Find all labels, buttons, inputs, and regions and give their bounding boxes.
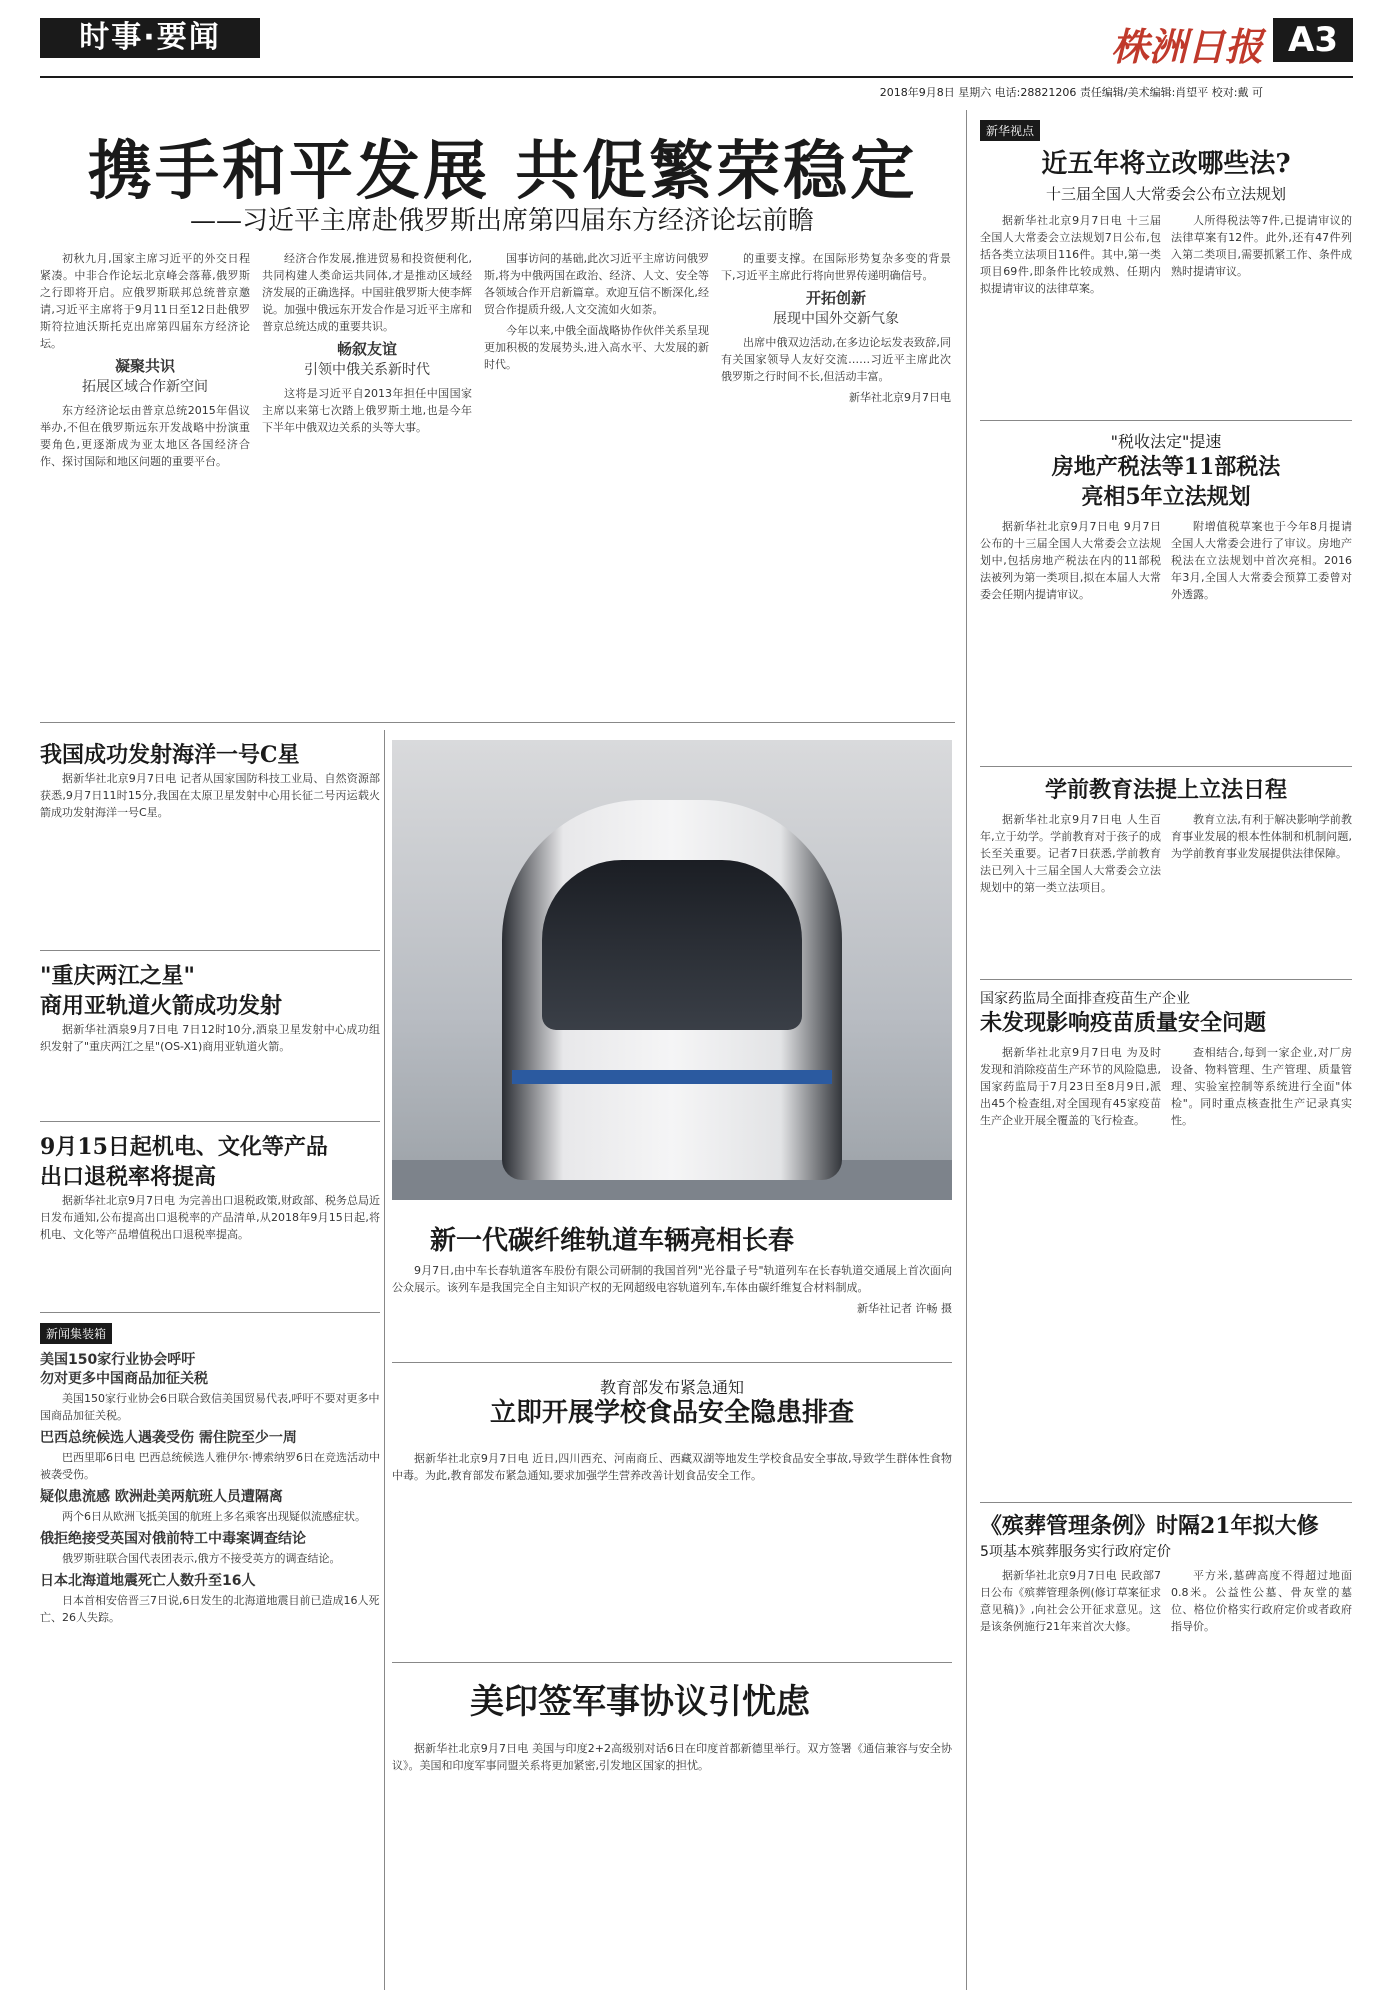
story-title: 立即开展学校食品安全隐患排查 (489, 1398, 854, 1428)
horizontal-divider (40, 722, 955, 723)
story-title: "重庆两江之星" (40, 963, 195, 989)
lead-paragraph: 今年以来,中俄全面战略协作伙伴关系呈现更加积极的发展势头,进入高水平、大发展的新时代。 (484, 324, 709, 371)
story-title: 出口退税率将提高 (40, 1164, 217, 1190)
section-subheading: 展现中国外交新气象 (773, 311, 899, 327)
lead-column-3 (484, 250, 709, 710)
story-body (40, 1192, 380, 1302)
story-body (980, 1567, 1352, 1767)
section-heading: 畅叙友谊 (336, 340, 397, 358)
issue-info: 2018年9月8日 星期六 电话:28821206 责任编辑/美术编辑:肖望平 校对:戴 可 (879, 86, 1263, 99)
story-kicker: "税收法定"提速 (1110, 432, 1222, 451)
brief-body: 日本首相安倍晋三7日说,6日发生的北海道地震目前已造成16人死亡、26人失踪。 (40, 1594, 380, 1624)
brief-title: 勿对更多中国商品加征关税 (40, 1371, 208, 1387)
story-paragraph: 人所得税法等7件,已提请审议的法律草案有12件。此外,还有47件列入第二类项目,需要抓紧工作、条件成熟时提请审议。 (1171, 214, 1352, 278)
story-body (980, 811, 1352, 971)
horizontal-divider (40, 1312, 380, 1313)
story-subtitle: 5项基本殡葬服务实行政府定价 (980, 1544, 1171, 1560)
news-digest (40, 1352, 380, 1626)
caption-text: 9月7日,由中车长春轨道客车股份有限公司研制的我国首列"光谷量子号"轨道列车在长春轨道交通展上首次面向公众展示。该列车是我国完全自主知识产权的无网超级电容轨道列车,车体由碳纤维复合材料制成。 (392, 1264, 952, 1294)
story-paragraph: 查相结合,每到一家企业,对厂房设备、物料管理、生产管理、质量管理、实验室控制等系统进行全面"体检"。同时重点核查批生产记录真实性。 (1171, 1046, 1352, 1127)
education-body (392, 1450, 952, 1650)
brief-title: 疑似患流感 欧洲赴美两航班人员遭隔离 (40, 1489, 283, 1505)
us-india-body (392, 1740, 952, 1990)
brief-title: 美国150家行业协会呼吁 (40, 1352, 196, 1368)
brief-body: 俄罗斯驻联合国代表团表示,俄方不接受英方的调查结论。 (62, 1552, 341, 1565)
photo-credit: 新华社记者 许畅 摄 (857, 1302, 952, 1315)
story-paragraph: 平方米,墓碑高度不得超过地面0.8米。公益性公墓、骨灰堂的墓位、格位价格实行政府定价或者政府指导价。 (1171, 1569, 1352, 1633)
story-subtitle: 十三届全国人大常委会公布立法规划 (1045, 185, 1286, 203)
newspaper-logo: 株洲日报 (1110, 24, 1263, 69)
story-paragraph: 据新华社北京9月7日电 美国与印度2+2高级别对话6日在印度首都新德里举行。双方签署《通信兼容与安全协议》。美国和印度军事同盟关系将更加紧密,引发地区国家的担忧。 (392, 1742, 952, 1772)
story-title: 《殡葬管理条例》时隔21年拟大修 (980, 1513, 1319, 1539)
horizontal-divider (392, 1662, 952, 1663)
lead-paragraph: 出席中俄双边活动,在多边论坛发表致辞,同有关国家领导人友好交流……习近平主席此次俄罗斯之行时间不长,但活动丰富。 (721, 336, 951, 383)
story-paragraph: 据新华社北京9月7日电 为及时发现和消除疫苗生产环节的风险隐患,国家药监局于7月23日至8月9日,派出45个检查组,对全国现有45家疫苗生产企业开展全覆盖的飞行检查。 (980, 1046, 1161, 1127)
story-title: 未发现影响疫苗质量安全问题 (980, 1010, 1267, 1036)
lead-paragraph: 国事访问的基础,此次习近平主席访问俄罗斯,将为中俄两国在政治、经济、人文、安全等各领域合作开启新篇章。欢迎互信不断深化,经贸合作提质升级,人文交流如火如荼。 (484, 252, 709, 316)
horizontal-divider (392, 1362, 952, 1363)
story-paragraph: 据新华社北京9月7日电 为完善出口退税政策,财政部、税务总局近日发布通知,公布提高出口退税率的产品清单,从2018年9月15日起,将机电、文化等产品增值税出口退税率提高。 (40, 1194, 380, 1241)
lead-paragraph: 的重要支撑。在国际形势复杂多变的背景下,习近平主席此行将向世界传递明确信号。 (721, 252, 951, 282)
lead-paragraph: 这将是习近平自2013年担任中国国家主席以来第七次踏上俄罗斯土地,也是今年下半年中俄双边关系的头等大事。 (262, 387, 472, 434)
tram-photo (392, 740, 952, 1200)
brief-body: 巴西里耶6日电 巴西总统候选人雅伊尔·博索纳罗6日在竞选活动中被袭受伤。 (40, 1451, 380, 1481)
story-paragraph: 教育立法,有利于解决影响学前教育事业发展的根本性体制和机制问题,为学前教育事业发展提供法律保障。 (1171, 813, 1352, 860)
photo-caption-title: 新一代碳纤维轨道车辆亮相长春 (430, 1226, 795, 1256)
horizontal-divider (980, 420, 1352, 421)
lead-paragraph: 初秋九月,国家主席习近平的外交日程紧凑。中非合作论坛北京峰会落幕,俄罗斯之行即将开启。应俄罗斯联邦总统普京邀请,习近平主席将于9月11日至12日赴俄罗斯符拉迪沃斯托克出席第四届东方经济论坛。 (40, 252, 250, 350)
story-paragraph: 据新华社北京9月7日电 人生百年,立于幼学。学前教育对于孩子的成长至关重要。记者7日获悉,学前教育法已列入十三届全国人大常委会立法规划中的第一类立法项目。 (980, 813, 1161, 894)
page-number: A3 (1273, 18, 1353, 62)
left-lower-column (40, 740, 380, 1632)
horizontal-divider (40, 950, 380, 951)
column-divider (966, 110, 967, 1990)
digest-badge: 新闻集装箱 (40, 1323, 112, 1344)
story-body (980, 1044, 1352, 1494)
story-kicker: 国家药监局全面排查疫苗生产企业 (980, 991, 1190, 1007)
section-heading: 凝聚共识 (114, 357, 175, 375)
story-title: 商用亚轨道火箭成功发射 (40, 993, 283, 1019)
story-paragraph: 附增值税草案也于今年8月提请全国人大常委会进行了审议。房地产税法在立法规划中首次亮相。2016年3月,全国人大常委会预算工委曾对外透露。 (1171, 520, 1352, 601)
brief-body: 两个6日从欧洲飞抵美国的航班上多名乘客出现疑似流感症状。 (62, 1510, 366, 1523)
lead-column-1 (40, 250, 250, 710)
section-subheading: 拓展区域合作新空间 (82, 379, 208, 395)
story-body (980, 518, 1352, 758)
story-paragraph: 据新华社北京9月7日电 近日,四川西充、河南商丘、西藏双湖等地发生学校食品安全事故,导致学生群体性食物中毒。为此,教育部发布紧急通知,要求加强学生营养改善计划食品安全工作。 (392, 1452, 952, 1482)
byline: 新华社北京9月7日电 (849, 391, 951, 404)
lead-paragraph: 东方经济论坛由普京总统2015年倡议举办,不但在俄罗斯远东开发战略中扮演重要角色,更逐渐成为亚太地区各国经济合作、探讨国际和地区问题的重要平台。 (40, 404, 250, 468)
story-title: 亮相5年立法规划 (1081, 484, 1251, 510)
education-story (392, 1375, 952, 1428)
section-banner: 时事·要闻 (40, 18, 260, 58)
story-paragraph: 据新华社北京9月7日电 9月7日公布的十三届全国人大常委会立法规划中,包括房地产税法在内的11部税法被列为第一类项目,拟在本届人大常委会任期内提请审议。 (980, 520, 1161, 601)
lead-column-4 (721, 250, 951, 710)
lead-headline: 携手和平发展 共促繁荣稳定 (88, 134, 918, 209)
story-title: 近五年将立改哪些法? (1041, 149, 1291, 179)
section-subheading: 引领中俄关系新时代 (304, 362, 430, 378)
story-paragraph: 据新华社酒泉9月7日电 7日12时10分,酒泉卫星发射中心成功组织发射了"重庆两江之星"(OS-X1)商用亚轨道火箭。 (40, 1023, 380, 1053)
horizontal-divider (980, 766, 1352, 767)
story-title: 房地产税法等11部税法 (1051, 454, 1281, 480)
brief-body: 美国150家行业协会6日联合致信美国贸易代表,呼吁不要对更多中国商品加征关税。 (40, 1392, 380, 1422)
tram-windshield (542, 860, 802, 1030)
lead-column-2 (262, 250, 472, 710)
horizontal-divider (40, 1121, 380, 1122)
brief-title: 日本北海道地震死亡人数升至16人 (40, 1573, 256, 1589)
story-title: 我国成功发射海洋一号C星 (40, 742, 300, 768)
story-title: 美印签军事协议引忧虑 (470, 1682, 810, 1722)
story-body (40, 1021, 380, 1111)
masthead-rule (40, 76, 1353, 78)
tram-stripe (512, 1070, 832, 1084)
lead-paragraph: 经济合作发展,推进贸易和投资便利化,共同构建人类命运共同体,才是推动区域经济发展的正确选择。中国驻俄罗斯大使李辉说。加强中俄远东开发合作是习近平主席和普京总统达成的重要共识。 (262, 252, 472, 333)
story-kicker: 教育部发布紧急通知 (599, 1378, 744, 1397)
photo-caption (392, 1262, 952, 1357)
story-paragraph: 据新华社北京9月7日电 记者从国家国防科技工业局、自然资源部获悉,9月7日11时15分,我国在太原卫星发射中心用长征二号丙运载火箭成功发射海洋一号C星。 (40, 772, 380, 819)
story-body (40, 770, 380, 940)
story-paragraph: 据新华社北京9月7日电 十三届全国人大常委会立法规划7日公布,包括各类立法项目116件。其中,第一类项目69件,即条件比较成熟、任期内拟提请审议的法律草案。 (980, 214, 1161, 295)
lead-subheadline: ——习近平主席赴俄罗斯出席第四届东方经济论坛前瞻 (190, 206, 815, 236)
story-body (980, 212, 1352, 412)
horizontal-divider (980, 1502, 1352, 1503)
column-divider (384, 730, 385, 1990)
section-heading: 开拓创新 (805, 289, 866, 307)
horizontal-divider (980, 979, 1352, 980)
right-column (980, 120, 1352, 1767)
story-title: 学前教育法提上立法日程 (1044, 777, 1287, 803)
brief-title: 巴西总统候选人遇袭受伤 需住院至少一周 (40, 1430, 297, 1446)
xinhua-badge: 新华视点 (980, 120, 1040, 141)
story-title: 9月15日起机电、文化等产品 (40, 1134, 328, 1160)
brief-title: 俄拒绝接受英国对俄前特工中毒案调查结论 (40, 1531, 306, 1547)
story-paragraph: 据新华社北京9月7日电 民政部7日公布《殡葬管理条例(修订草案征求意见稿)》,向社会公开征求意见。这是该条例施行21年来首次大修。 (980, 1569, 1161, 1633)
